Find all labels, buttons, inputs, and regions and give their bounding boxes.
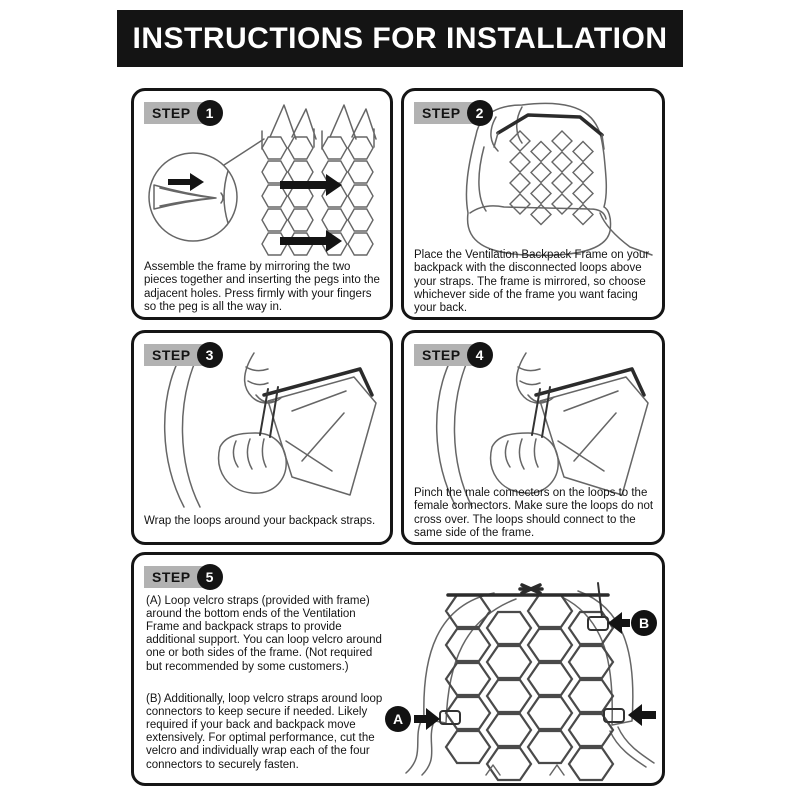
page-title — [117, 10, 683, 67]
step-number-badge: 2 — [467, 100, 493, 126]
step-2-panel — [401, 88, 665, 320]
frame-loops — [262, 105, 316, 149]
step-number-badge: 4 — [467, 342, 493, 368]
step-3-panel — [131, 330, 393, 545]
insert-arrow-icon — [168, 173, 204, 191]
disconnected-loops-bar — [498, 115, 602, 135]
step-number-badge: 3 — [197, 342, 223, 368]
step-5-paragraph-a: (A) Loop velcro straps (provided with frame) around the bottom ends of the Ventilation Frame and backpack straps to provide additional support. You can loop velcro around one or both sides of the frame. (Not required but recommended by some customers.) — [146, 595, 382, 673]
frame-loops — [322, 105, 376, 149]
left-cord — [406, 719, 434, 775]
step-label: STEP — [414, 344, 487, 366]
page-title-text: INSTRUCTIONS FOR INSTALLATION — [132, 21, 668, 55]
arrow-a-icon — [414, 708, 440, 730]
frame-panel — [268, 377, 376, 495]
step-label: STEP — [414, 102, 487, 124]
step-5-paragraph-b: (B) Additionally, loop velcro straps around loop connectors to keep secure if needed. Likely required if your back and backpack move extensively. For optimal performance, cut the velcro and individually wrap each of the four connectors to securely fasten. — [146, 693, 383, 771]
step-4-panel — [401, 330, 665, 545]
step-number-badge: 1 — [197, 100, 223, 126]
step-4-text: Pinch the male connectors on the loops to the female connectors. Make sure the loops do not cross over. The loops should connect to the same side of the frame. — [414, 487, 654, 539]
magnifier-pointer-line — [224, 139, 264, 165]
step-5-panel — [131, 552, 665, 786]
frame-top-bar — [264, 369, 372, 395]
step-4-illustration — [408, 351, 660, 509]
frame-panel — [540, 377, 648, 495]
step-number-badge: 5 — [197, 564, 223, 590]
socket-drawing — [221, 171, 228, 223]
frame-diamond-lattice — [510, 131, 593, 225]
strap-outline — [165, 355, 200, 507]
step-label: STEP — [144, 102, 217, 124]
step-5-illustration — [382, 559, 658, 783]
lower-hand — [219, 433, 287, 493]
frame-top-bar — [536, 369, 644, 395]
step-3-illustration — [136, 351, 388, 509]
step-2-text: Place the Ventilation Backpack Frame on your backpack with the disconnected loops above your straps. The frame is mirrored, so choose whichever side of the frame you want facing your back. — [414, 249, 650, 315]
step-4-badge — [414, 342, 493, 368]
step-label: STEP — [144, 344, 217, 366]
strap-outline — [437, 355, 472, 507]
frame-piece-left — [262, 105, 316, 255]
peg-drawing — [154, 185, 216, 209]
top-knot — [520, 585, 542, 593]
step-3-badge — [144, 342, 223, 368]
marker-a-label: A — [392, 711, 404, 727]
step-2-badge — [414, 100, 493, 126]
step-3-text: Wrap the loops around your backpack straps. — [144, 515, 376, 527]
step-label: STEP — [144, 566, 217, 588]
right-cord — [610, 727, 654, 767]
velcro-loop-top-right — [588, 617, 608, 630]
marker-b-label: B — [638, 615, 650, 631]
step-1-badge — [144, 100, 223, 126]
step-5-badge — [144, 564, 223, 590]
step-1-text: Assemble the frame by mirroring the two pieces together and inserting the pegs into the adjacent holes. Press firmly with your fingers so the peg is all the way in. — [144, 261, 380, 313]
lower-hand — [491, 433, 559, 493]
step-1-panel — [131, 88, 393, 320]
